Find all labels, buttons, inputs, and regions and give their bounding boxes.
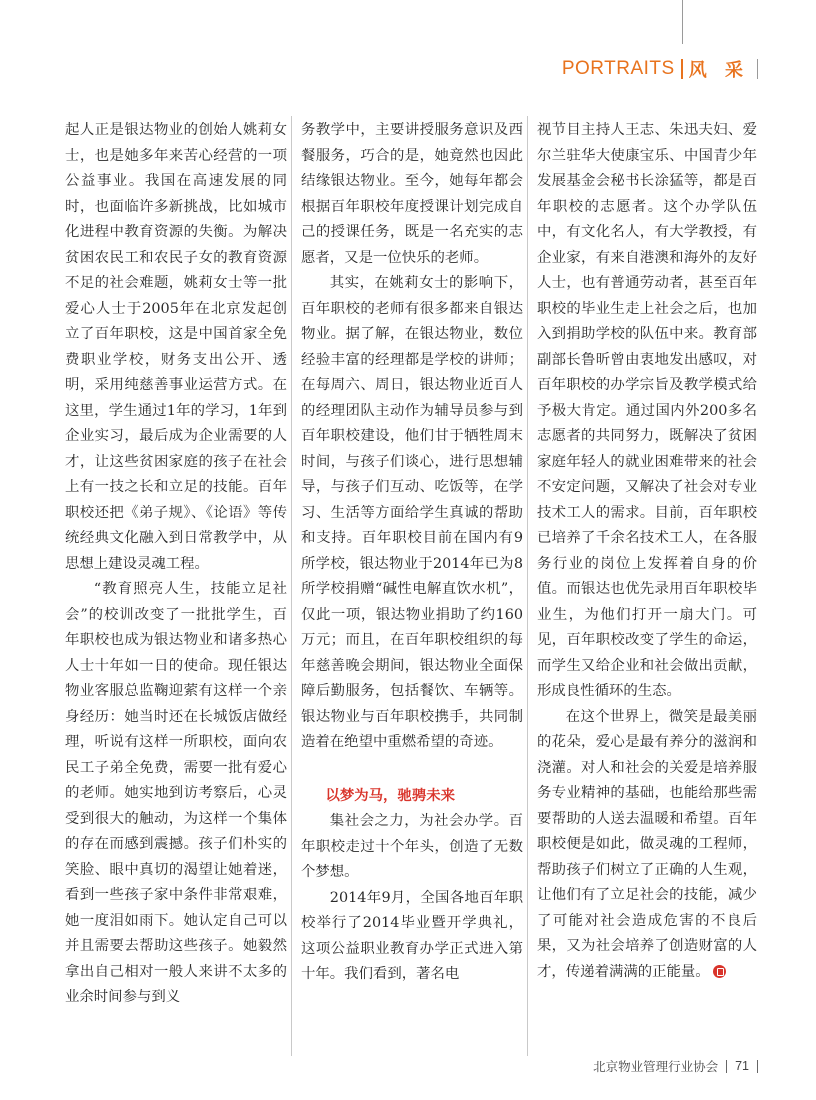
- article-paragraph: “教育照亮人生，技能立足社会”的校训改变了一批批学生，百年职校也成为银达物业和诸多热心人士十年如一日的使命。现任银达物业客服总监鞠迎萦有这样一个亲身经历：她当时还在长城饭店做经理，听说有这样一所职校，面向农民工子弟全免费，需要一批有爱心的老师。她实地到访考察后，心灵受到很大的触动，为这样一个集体的存在而感到震撼。孩子们朴实的笑脸、眼中真切的渴望让她着迷，看到一些孩子家中条件非常艰难，她一度泪如雨下。她认定自己可以并且需要去帮助这些孩子。她毅然拿出自己相对一般人来讲不太多的业余时间参与到义: [65, 581, 287, 1005]
- article-paragraph: 2014年9月，全国各地百年职校举行了2014毕业暨开学典礼，这项公益职业教育办学正式进入第十年。我们看到，著名电: [301, 889, 523, 982]
- article-paragraph: 在这个世界上，微笑是最美丽的花朵，爱心是最有养分的滋润和浇灌。对人和社会的关爱是培养服务专业精神的基础，也能给那些需要帮助的人送去温暖和希望。百年职校便是如此，做灵魂的工程师，帮助孩子们树立了正确的人生观，让他们有了立足社会的技能，减少了可能对社会造成危害的不良后果，又为社会培养了创造财富的人才，传递着满满的正能量。: [537, 708, 757, 980]
- article-column-3: [537, 118, 757, 985]
- article-paragraph: 视节目主持人王志、朱迅夫妇、爱尔兰驻华大使康宝乐、中国青少年发展基金会秘书长涂猛等，都是百年职校的志愿者。这个办学队伍中，有文化名人，有大学教授，有企业家，有来自港澳和海外的友好人士，也有普通劳动者，甚至百年职校的毕业生走上社会之后，也加入到捐助学校的队伍中来。教育部副部长鲁昕曾由衷地发出感叹，对百年职校的办学宗旨及教学模式给予极大肯定。通过国内外200多名志愿者的共同努力，既解决了贫困家庭年轻人的就业困难带来的社会不安定问题，又解决了社会对专业技术工人的需求。目前，百年职校已培养了千余名技术工人，在各服务行业的岗位上发挥着自身的价值。而银达也优先录用百年职校毕业生，为他们打开一扇大门。可见，百年职校改变了学生的命运，而学生又给企业和社会做出贡献，形成良性循环的生态。: [537, 122, 757, 699]
- column-divider: [291, 116, 292, 1056]
- footer-separator: [757, 1060, 758, 1073]
- article-paragraph: 务教学中，主要讲授服务意识及西餐服务，巧合的是，她竟然也因此结缘银达物业。至今，她每年都会根据百年职校年度授课计划完成自己的授课任务，既是一名充实的志愿者，又是一位快乐的老师。: [301, 122, 523, 266]
- end-of-article-icon: [713, 965, 726, 978]
- page-footer: [593, 1057, 758, 1075]
- article-paragraph: 集社会之力，为社会办学。百年职校走过十个年头，创造了无数个梦想。: [301, 813, 523, 880]
- section-header: [562, 58, 758, 80]
- section-title-en: PORTRAITS: [561, 58, 675, 79]
- section-title-cn: 风 采: [688, 60, 749, 81]
- footer-separator: [726, 1060, 727, 1073]
- section-subheading: 以梦为马，驰骋未来: [325, 787, 455, 804]
- header-separator: [681, 59, 683, 79]
- article-paragraph: 其实，在姚莉女士的影响下，百年职校的老师有很多都来自银达物业。据了解，在银达物业，数位经验丰富的经理都是学校的讲师；在每周六、周日，银达物业近百人的经理团队主动作为辅导员参与到百年职校建设，他们甘于牺牲周末时间，与孩子们谈心，进行思想辅导，与孩子们互动、吃饭等，在学习、生活等方面给学生真诚的帮助和支持。百年职校目前在国内有9所学校，银达物业于2014年已为8所学校捐赠“碱性电解直饮水机”，仅此一项，银达物业捐助了约160万元；而且，在百年职校组织的每年慈善晚会期间，银达物业全面保障后勤服务，包括餐饮、车辆等。银达物业与百年职校携手，共同制造着在绝望中重燃希望的奇迹。: [301, 275, 523, 750]
- header-tail-line: [757, 59, 758, 79]
- top-divider-line: [682, 0, 683, 44]
- article-column-2: [301, 118, 523, 988]
- publisher-name: 北京物业管理行业协会: [593, 1059, 719, 1074]
- article-paragraph: 起人正是银达物业的创始人姚莉女士，也是她多年来苦心经营的一项公益事业。我国在高速发展的同时，也面临许多新挑战，比如城市化进程中教育资源的失衡。为解决贫困农民工和农民子女的教育资源不足的社会难题，姚莉女士等一批爱心人士于2005年在北京发起创立了百年职校，这是中国首家全免费职业学校，财务支出公开、透明，采用纯慈善事业运营方式。在这里，学生通过1年的学习，1年到企业实习，最后成为企业需要的人才，让这些贫困家庭的孩子在社会上有一技之长和立足的技能。百年职校还把《弟子规》、《论语》等传统经典文化融入到日常教学中，从思想上建设灵魂工程。: [65, 122, 287, 572]
- column-divider: [527, 116, 528, 1056]
- page-number: 71: [735, 1059, 749, 1073]
- article-column-1: [65, 118, 287, 1011]
